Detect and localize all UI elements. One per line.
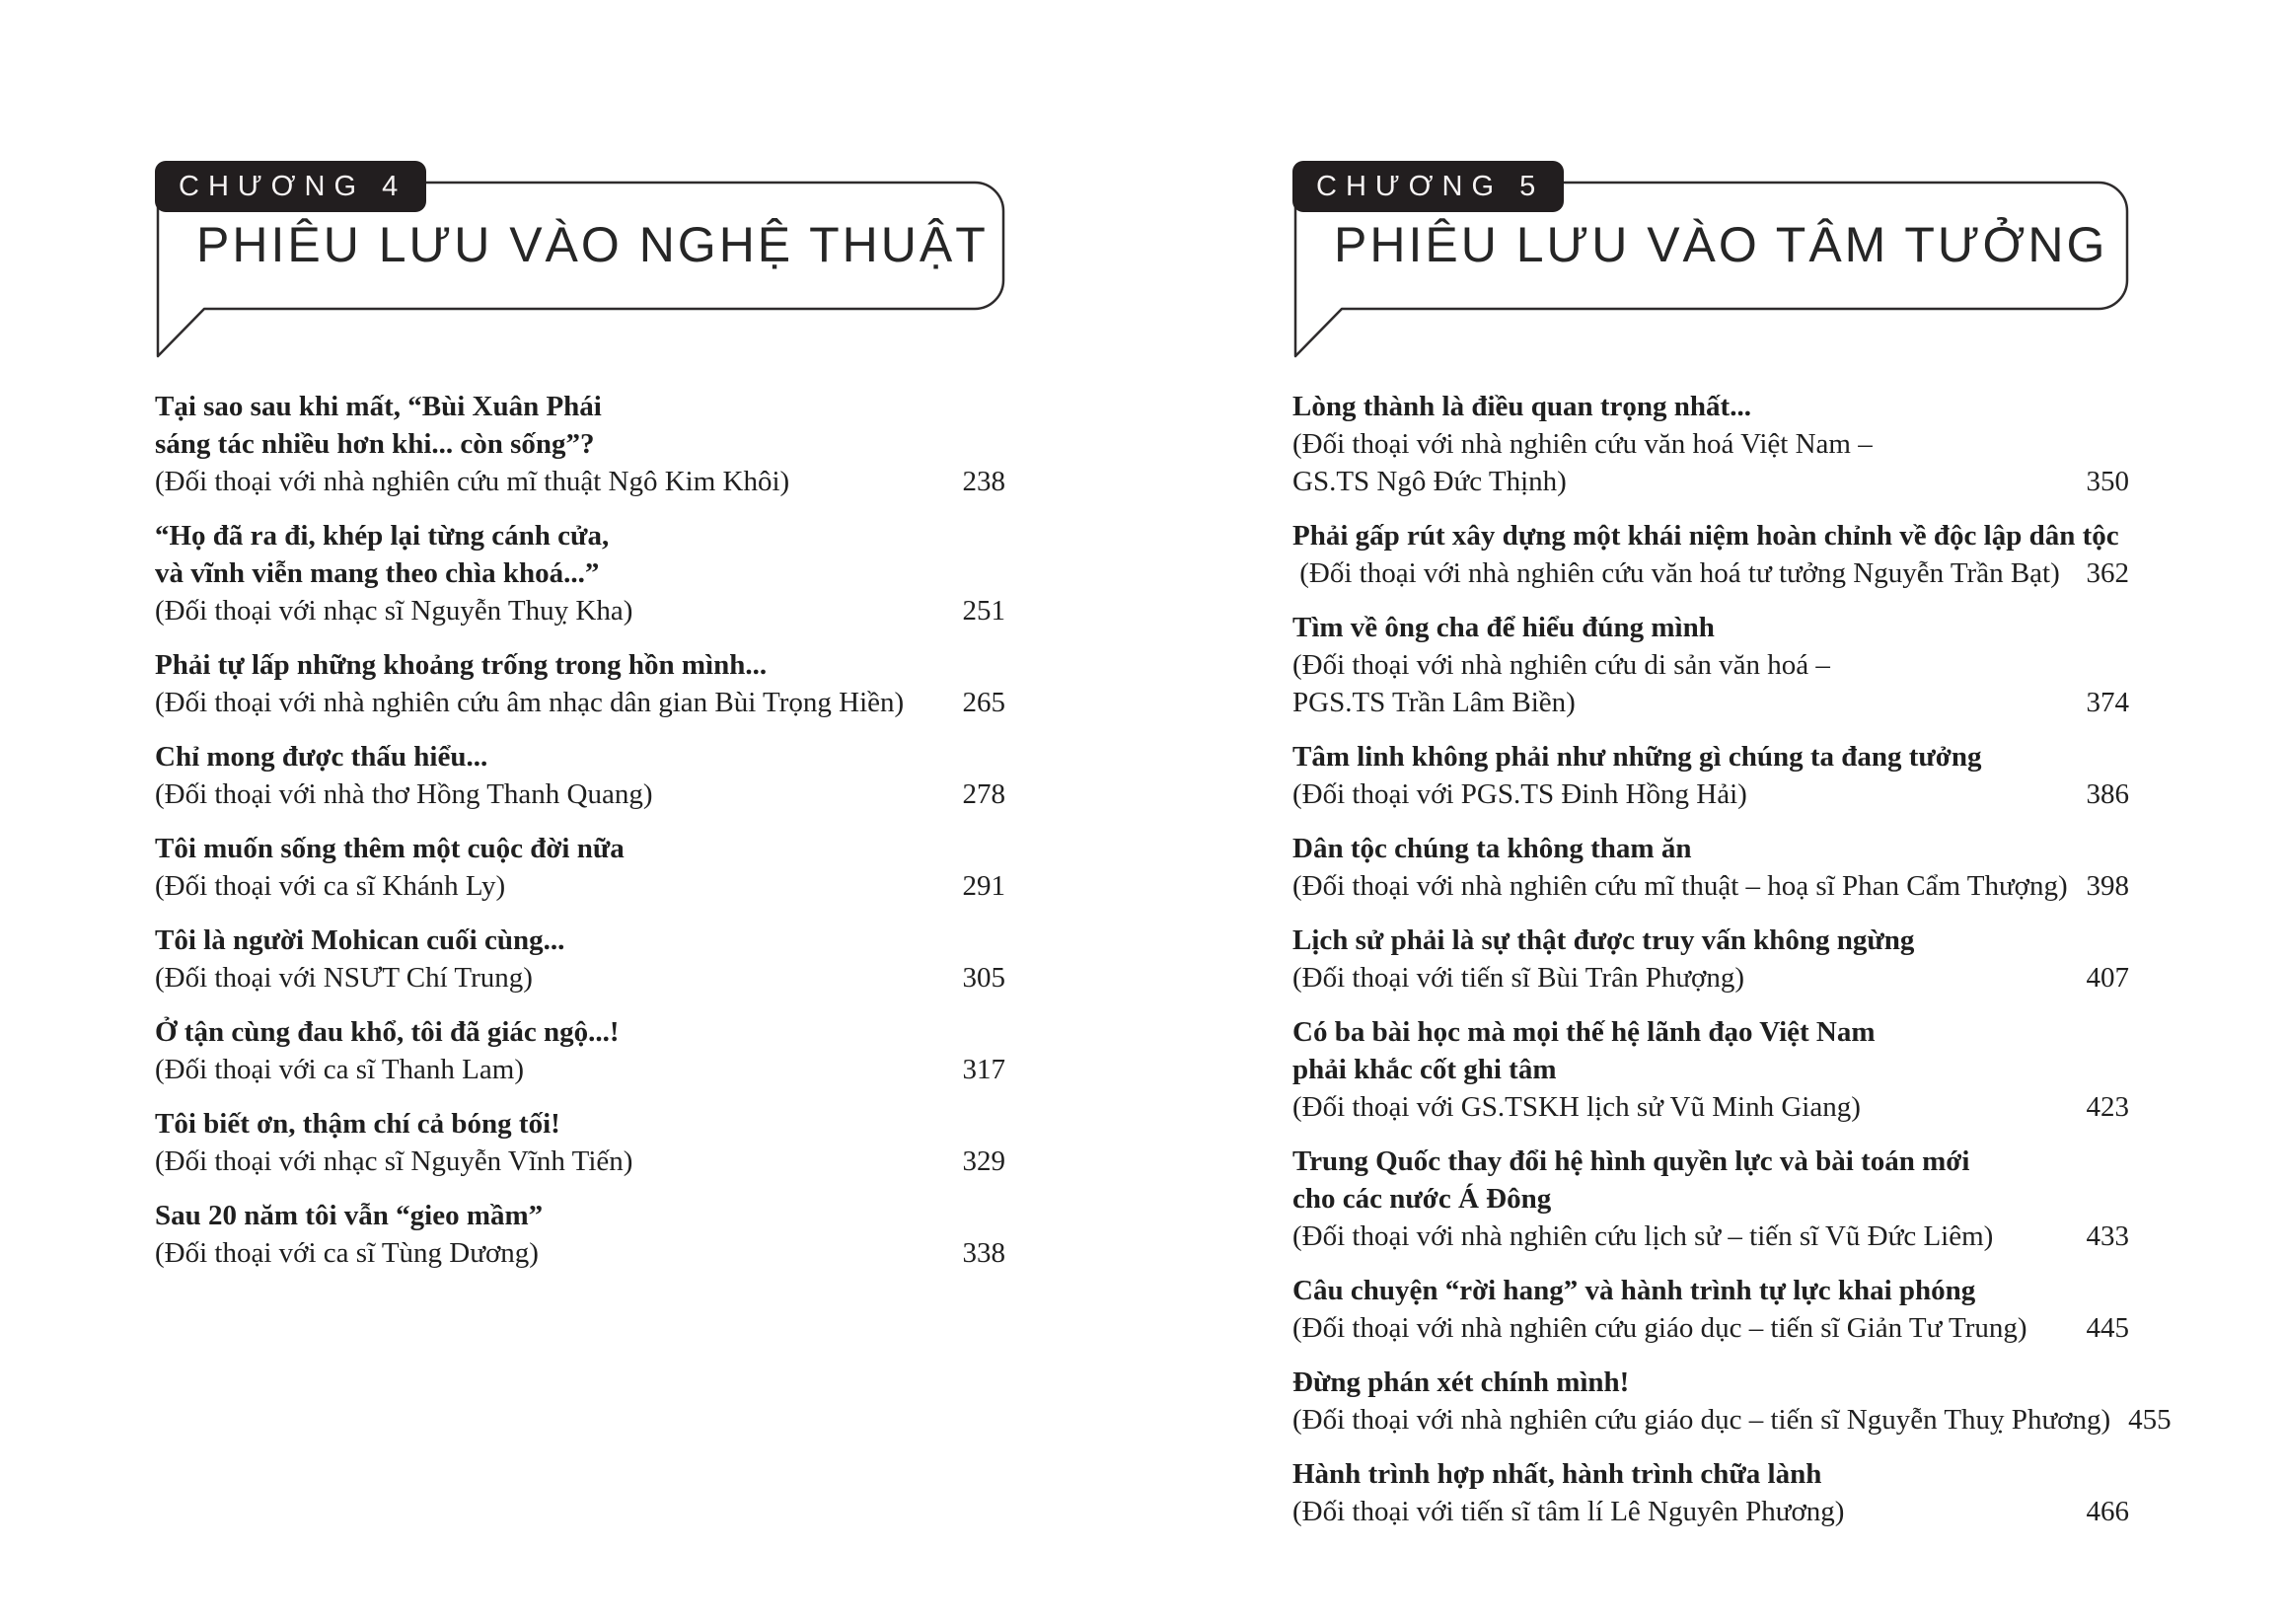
entry-title-line: Tôi biết ơn, thậm chí cả bóng tối!	[155, 1108, 560, 1140]
toc-entry	[1292, 517, 2129, 592]
entry-speaker-row	[155, 1234, 1005, 1272]
chapter-column-left	[155, 161, 1005, 1289]
entry-title-line: Ở tận cùng đau khổ, tôi đã giác ngộ...!	[155, 1016, 620, 1048]
entry-speaker: (Đối thoại với ca sĩ Tùng Dương)	[155, 1237, 539, 1269]
toc-entry	[1292, 922, 2129, 997]
entry-speaker: (Đối thoại với nhà nghiên cứu mĩ thuật – hoạ sĩ Phan Cẩm Thượng)	[1292, 870, 2068, 902]
entry-page-number: 466	[2086, 1496, 2129, 1527]
toc-entry	[155, 1013, 1005, 1088]
entry-speaker: GS.TS Ngô Đức Thịnh)	[1292, 466, 1567, 497]
entry-page-number: 265	[962, 687, 1005, 718]
entry-title-line: Chỉ mong được thấu hiểu...	[155, 741, 488, 773]
entry-title-line: Lịch sử phải là sự thật được truy vấn không ngừng	[1292, 924, 1915, 956]
entry-title	[1292, 517, 2129, 554]
entry-subtitle	[1292, 867, 2129, 905]
entry-subtitle	[1292, 1493, 2129, 1530]
entry-title	[155, 922, 1005, 959]
entry-speaker: (Đối thoại với ca sĩ Thanh Lam)	[155, 1054, 524, 1085]
entry-speaker: (Đối thoại với tiến sĩ tâm lí Lê Nguyên Phương)	[1292, 1496, 1845, 1527]
entry-speaker-row	[1292, 1309, 2129, 1347]
toc-entry	[1292, 738, 2129, 813]
entry-subtitle	[1292, 554, 2129, 592]
entry-title-line: Tìm về ông cha để hiểu đúng mình	[1292, 612, 1715, 643]
entry-speaker: (Đối thoại với ca sĩ Khánh Ly)	[155, 870, 506, 902]
entry-subtitle	[1292, 1401, 2172, 1439]
entry-title-line: Tôi là người Mohican cuối cùng...	[155, 924, 565, 956]
entry-speaker: (Đối thoại với nhà nghiên cứu giáo dục – tiến sĩ Giản Tư Trung)	[1292, 1312, 2027, 1344]
entry-speaker: (Đối thoại với nhà nghiên cứu mĩ thuật Ngô Kim Khôi)	[155, 466, 790, 497]
entry-speaker-row	[1292, 867, 2129, 905]
entry-page-number: 329	[962, 1145, 1005, 1177]
entry-speaker-row	[1292, 646, 2129, 684]
entry-subtitle	[1292, 425, 2129, 500]
entry-speaker-row	[1292, 959, 2129, 997]
entry-title	[1292, 1455, 2129, 1493]
toc-entry	[155, 1105, 1005, 1180]
entry-speaker-row	[155, 463, 1005, 500]
entry-speaker-row	[1292, 684, 2129, 721]
toc-entry	[155, 517, 1005, 629]
entry-title	[155, 1105, 1005, 1143]
chapter-badge: CHƯƠNG 5	[1292, 161, 1564, 212]
entry-page-number: 455	[2128, 1404, 2172, 1436]
toc-entry	[155, 830, 1005, 905]
entry-speaker: (Đối thoại với nhà nghiên cứu giáo dục – tiến sĩ Nguyễn Thuỵ Phương)	[1292, 1404, 2111, 1436]
entry-title-line: Tôi muốn sống thêm một cuộc đời nữa	[155, 833, 625, 864]
entry-speaker-row	[155, 1051, 1005, 1088]
entry-subtitle	[155, 1143, 1005, 1180]
toc-entry	[1292, 830, 2129, 905]
entry-page-number: 317	[962, 1054, 1005, 1085]
entry-page-number: 445	[2086, 1312, 2129, 1344]
entry-title-line: sáng tác nhiều hơn khi... còn sống”?	[155, 428, 595, 460]
entry-speaker: (Đối thoại với GS.TSKH lịch sử Vũ Minh Giang)	[1292, 1091, 1861, 1123]
entry-subtitle	[155, 867, 1005, 905]
entry-speaker-row	[155, 684, 1005, 721]
entry-title	[1292, 388, 2129, 425]
chapter-header	[155, 161, 1005, 358]
entry-page-number: 362	[2086, 557, 2129, 589]
entry-speaker-row	[155, 592, 1005, 629]
entry-subtitle	[155, 775, 1005, 813]
entry-subtitle	[155, 1051, 1005, 1088]
toc-entry	[155, 646, 1005, 721]
entry-subtitle	[1292, 775, 2129, 813]
entry-speaker-row	[155, 959, 1005, 997]
entry-title-line: phải khắc cốt ghi tâm	[1292, 1054, 1557, 1085]
entry-title-line: Phải tự lấp những khoảng trống trong hồn mình...	[155, 649, 768, 681]
entry-title-line: Đừng phán xét chính mình!	[1292, 1366, 1630, 1398]
entry-title	[1292, 1364, 2129, 1401]
toc-entry	[155, 1197, 1005, 1272]
entry-page-number: 423	[2086, 1091, 2129, 1123]
entry-subtitle	[155, 1234, 1005, 1272]
toc-entry	[1292, 1013, 2129, 1126]
entry-title-line: Lòng thành là điều quan trọng nhất...	[1292, 391, 1751, 422]
toc-entry	[1292, 1455, 2129, 1530]
entry-title-line: “Họ đã ra đi, khép lại từng cánh cửa,	[155, 520, 610, 552]
entry-page-number: 291	[962, 870, 1005, 902]
entry-title	[1292, 1013, 2129, 1088]
toc-entry	[1292, 388, 2129, 500]
entry-subtitle	[1292, 646, 2129, 721]
toc-entry	[1292, 609, 2129, 721]
entry-speaker-row	[1292, 1218, 2129, 1255]
entry-subtitle	[155, 592, 1005, 629]
entry-speaker-row	[1292, 463, 2129, 500]
entry-title-line: Có ba bài học mà mọi thế hệ lãnh đạo Việt Nam	[1292, 1016, 1876, 1048]
toc-entry	[155, 738, 1005, 813]
entry-page-number: 433	[2086, 1220, 2129, 1252]
entry-speaker-row	[155, 775, 1005, 813]
entry-page-number: 238	[962, 466, 1005, 497]
chapter-title: PHIÊU LƯU VÀO NGHỆ THUẬT	[196, 217, 989, 272]
entry-speaker-row	[155, 867, 1005, 905]
entry-page-number: 350	[2086, 466, 2129, 497]
entry-speaker: (Đối thoại với nhà nghiên cứu di sản văn hoá –	[1292, 649, 1830, 681]
entry-subtitle	[155, 959, 1005, 997]
entry-subtitle	[1292, 1088, 2129, 1126]
entry-title	[155, 738, 1005, 775]
chapter-title: PHIÊU LƯU VÀO TÂM TƯỞNG	[1334, 217, 2108, 272]
entry-speaker-row	[1292, 425, 2129, 463]
entry-title-line: Sau 20 năm tôi vẫn “gieo mầm”	[155, 1200, 544, 1231]
entry-page-number: 407	[2086, 962, 2129, 994]
entry-speaker-row	[1292, 1493, 2129, 1530]
chapter-badge: CHƯƠNG 4	[155, 161, 426, 212]
entry-title	[155, 1013, 1005, 1051]
entry-title-line: Tại sao sau khi mất, “Bùi Xuân Phái	[155, 391, 602, 422]
chapter-entries	[1292, 388, 2172, 1530]
entry-subtitle	[155, 684, 1005, 721]
entry-speaker: (Đối thoại với nhạc sĩ Nguyễn Thuỵ Kha)	[155, 595, 633, 627]
entry-subtitle	[155, 463, 1005, 500]
entry-speaker: (Đối thoại với nhà thơ Hồng Thanh Quang)	[155, 778, 653, 810]
entry-speaker: (Đối thoại với PGS.TS Đinh Hồng Hải)	[1292, 778, 1747, 810]
entry-title	[155, 1197, 1005, 1234]
chapter-column-right	[1292, 161, 2172, 1547]
toc-entry	[155, 922, 1005, 997]
toc-entry	[1292, 1143, 2129, 1255]
entry-title-line: và vĩnh viễn mang theo chìa khoá...”	[155, 557, 600, 589]
chapter-entries	[155, 388, 1005, 1272]
entry-title	[1292, 830, 2129, 867]
toc-entry	[1292, 1364, 2172, 1439]
entry-page-number: 374	[2086, 687, 2129, 718]
entry-speaker: (Đối thoại với nhà nghiên cứu văn hoá Việt Nam –	[1292, 428, 1873, 460]
entry-title	[1292, 1272, 2129, 1309]
entry-title-line: Trung Quốc thay đổi hệ hình quyền lực và bài toán mới	[1292, 1145, 1970, 1177]
entry-page-number: 251	[962, 595, 1005, 627]
entry-title	[155, 646, 1005, 684]
entry-title	[155, 517, 1005, 592]
entry-speaker: PGS.TS Trần Lâm Biền)	[1292, 687, 1576, 718]
entry-title	[1292, 738, 2129, 775]
entry-title-line: Tâm linh không phải như những gì chúng ta đang tưởng	[1292, 741, 1982, 773]
entry-subtitle	[1292, 959, 2129, 997]
entry-title	[1292, 1143, 2129, 1218]
entry-page-number: 305	[962, 962, 1005, 994]
entry-page-number: 278	[962, 778, 1005, 810]
entry-title	[1292, 609, 2129, 646]
entry-title-line: Câu chuyện “rời hang” và hành trình tự lực khai phóng	[1292, 1275, 1976, 1306]
entry-title	[155, 830, 1005, 867]
entry-speaker: (Đối thoại với nhà nghiên cứu văn hoá tư tưởng Nguyễn Trần Bạt)	[1292, 557, 2060, 589]
entry-speaker-row	[1292, 554, 2129, 592]
entry-speaker: (Đối thoại với NSƯT Chí Trung)	[155, 962, 533, 994]
entry-title	[1292, 922, 2129, 959]
entry-speaker: (Đối thoại với nhà nghiên cứu âm nhạc dân gian Bùi Trọng Hiền)	[155, 687, 905, 718]
entry-speaker: (Đối thoại với tiến sĩ Bùi Trân Phượng)	[1292, 962, 1745, 994]
entry-speaker-row	[1292, 1088, 2129, 1126]
entry-speaker: (Đối thoại với nhà nghiên cứu lịch sử – tiến sĩ Vũ Đức Liêm)	[1292, 1220, 1994, 1252]
entry-speaker-row	[1292, 1401, 2172, 1439]
entry-subtitle	[1292, 1309, 2129, 1347]
entry-page-number: 386	[2086, 778, 2129, 810]
entry-subtitle	[1292, 1218, 2129, 1255]
entry-speaker-row	[155, 1143, 1005, 1180]
entry-title	[155, 388, 1005, 463]
entry-title-line: Hành trình hợp nhất, hành trình chữa lành	[1292, 1458, 1822, 1490]
entry-speaker: (Đối thoại với nhạc sĩ Nguyễn Vĩnh Tiến)	[155, 1145, 633, 1177]
entry-title-line: cho các nước Á Đông	[1292, 1183, 1552, 1215]
entry-title-line: Phải gấp rút xây dựng một khái niệm hoàn chỉnh về độc lập dân tộc	[1292, 520, 2119, 552]
chapter-header	[1292, 161, 2129, 358]
entry-page-number: 338	[962, 1237, 1005, 1269]
entry-speaker-row	[1292, 775, 2129, 813]
entry-title-line: Dân tộc chúng ta không tham ăn	[1292, 833, 1692, 864]
entry-page-number: 398	[2086, 870, 2129, 902]
toc-entry	[155, 388, 1005, 500]
toc-entry	[1292, 1272, 2129, 1347]
